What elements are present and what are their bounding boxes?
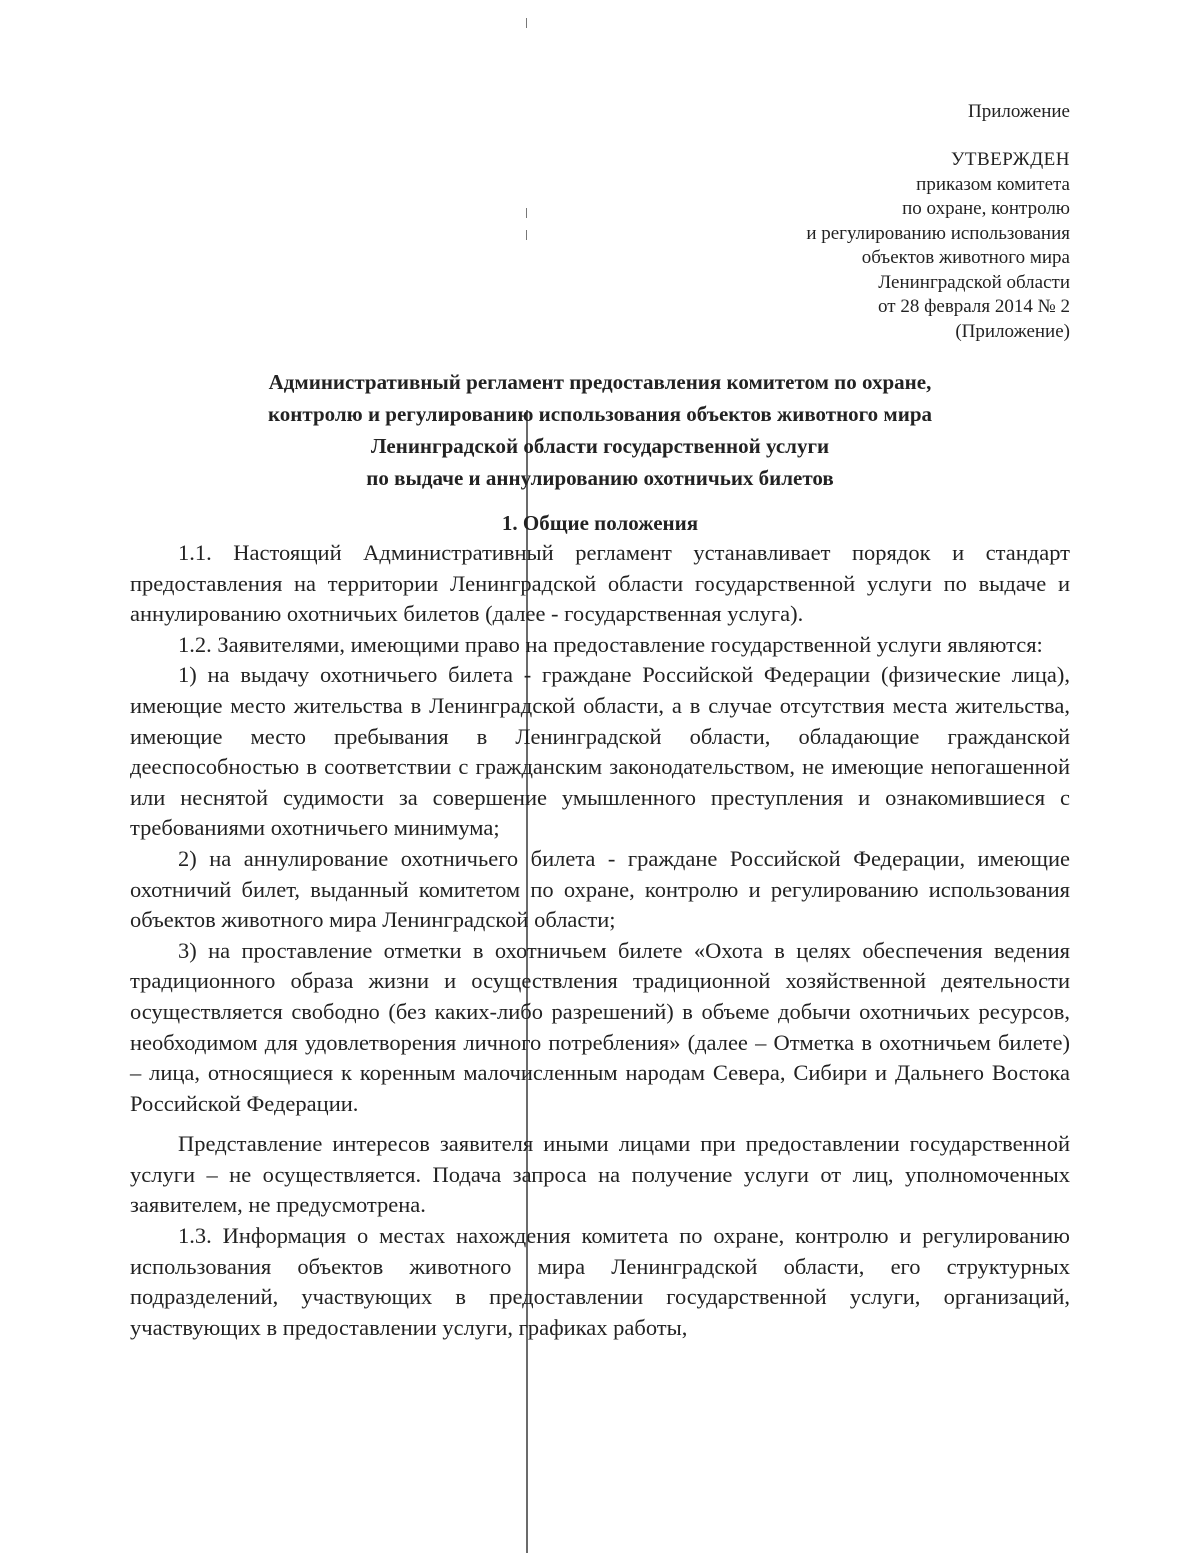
title-line: Ленинградской области государственной услуги: [370, 434, 830, 458]
paragraph: 1) на выдачу охотничьего билета - граждане Российской Федерации (физические лица), имеющие место жительства в Ленинградской области, а в случае отсутствия места жительства, имеющие место пребывания в Ленинградской области, обладающие гражданской дееспособностью в соответствии с гражданским законодательством, не имеющие непогашенной или неснятой судимости за совершение умышленного преступления и ознакомившиеся с требованиями охотничьего минимума;: [130, 662, 1070, 841]
paragraph: 1.2. Заявителями, имеющими право на предоставление государственной услуги являются:: [178, 631, 1043, 657]
document-title: [130, 366, 1070, 494]
approval-line: приказом комитета: [916, 173, 1070, 195]
paragraph: 2) на аннулирование охотничьего билета - граждане Российской Федерации, имеющие охотничий билет, выданный комитетом по охране, контролю и регулированию использования объектов животного мира Ленинградской области;: [130, 845, 1070, 933]
section-heading: 1. Общие положения: [501, 511, 699, 535]
paragraph: Представление интересов заявителя иными лицами при предоставлении государственной услуги – не осуществляется. Подача запроса на получение услуги от лиц, уполномоченных заявителем, не предусмотрена.: [130, 1131, 1070, 1218]
document-body: [130, 538, 1070, 1343]
title-line: контролю и регулированию использования объектов животного мира: [267, 402, 933, 426]
document-page: [130, 100, 1070, 1343]
scan-fold-mark-top: [526, 18, 527, 28]
paragraph: 3) на проставление отметки в охотничьем билете «Охота в целях обеспечения ведения традиционного образа жизни и осуществления традиционной хозяйственной деятельности осуществляется свободно (без каких-либо разрешений) в объеме добычи охотничьих ресурсов, необходимом для удовлетворения личного потребления» (далее – Отметка в охотничьем билете) – лица, относящиеся к коренным малочисленным народам Севера, Сибири и Дальнего Востока Российской Федерации.: [130, 937, 1070, 1116]
approval-line: (Приложение): [955, 320, 1070, 342]
paragraph: 1.1. Настоящий Административный регламент устанавливает порядок и стандарт предоставления на территории Ленинградской области государственной услуги по выдаче и аннулированию охотничьих билетов (далее - государственная услуга).: [130, 540, 1070, 627]
approval-line: по охране, контролю: [902, 198, 1070, 219]
approval-block: [130, 148, 1070, 344]
approval-line: Ленинградской области: [878, 271, 1070, 293]
title-line: по выдаче и аннулированию охотничьих билетов: [366, 466, 834, 490]
approved-title: УТВЕРЖДЕН: [950, 149, 1070, 170]
annex-label: Приложение: [968, 101, 1070, 122]
approval-line: объектов животного мира: [861, 247, 1070, 268]
title-line: Административный регламент предоставления комитетом по охране,: [268, 370, 932, 394]
paragraph: 1.3. Информация о местах нахождения комитета по охране, контролю и регулированию использования объектов животного мира Ленинградской области, его структурных подразделений, участвующих в предоставлении государственной услуги, организаций, участвующих в предоставлении услуги, графиках работы,: [130, 1223, 1070, 1340]
approval-line: и регулированию использования: [806, 222, 1070, 244]
approval-line: от 28 февраля 2014 № 2: [878, 296, 1070, 317]
